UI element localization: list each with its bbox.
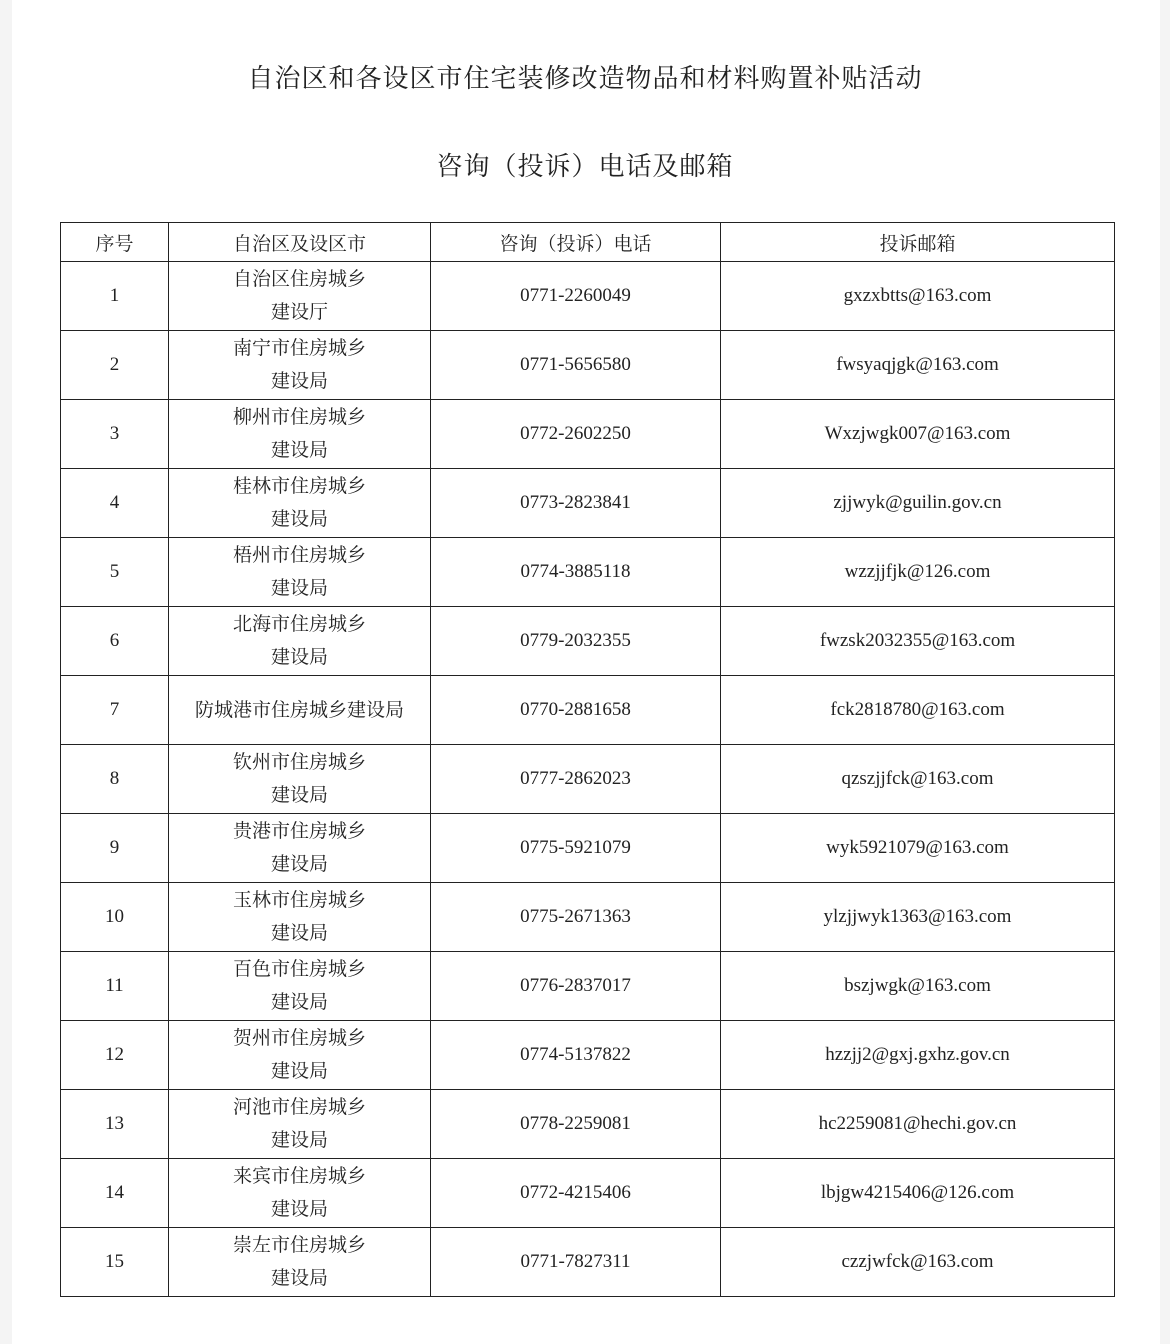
region-name-line: 南宁市住房城乡 [232, 337, 366, 359]
table-row [61, 1228, 1115, 1297]
cell-serial: 3 [61, 400, 169, 469]
cell-region [169, 400, 431, 469]
cell-email: lbjgw4215406@126.com [721, 1159, 1115, 1228]
cell-serial: 10 [61, 883, 169, 952]
region-name-line: 玉林市住房城乡 [232, 889, 366, 911]
contact-table [60, 222, 1115, 1297]
cell-phone: 0778-2259081 [431, 1090, 721, 1159]
cell-region [169, 469, 431, 538]
cell-phone: 0777-2862023 [431, 745, 721, 814]
region-name-line: 防城港市住房城乡建设局 [194, 698, 404, 721]
cell-email: fck2818780@163.com [721, 676, 1115, 745]
table-row [61, 745, 1115, 814]
cell-serial: 2 [61, 331, 169, 400]
cell-region [169, 676, 431, 745]
cell-region [169, 1159, 431, 1228]
cell-email: wzzjjfjk@126.com [721, 538, 1115, 607]
cell-serial: 13 [61, 1090, 169, 1159]
cell-serial: 4 [61, 469, 169, 538]
document-subtitle: 咨询（投诉）电话及邮箱 [436, 152, 734, 182]
region-name-line: 建设局 [270, 577, 328, 599]
region-name-line: 建设局 [270, 922, 328, 944]
cell-email: fwsyaqjgk@163.com [721, 331, 1115, 400]
region-name-line: 百色市住房城乡 [232, 958, 366, 980]
table-row [61, 469, 1115, 538]
region-name-line: 建设局 [270, 1267, 328, 1289]
region-name-line: 建设局 [270, 646, 328, 668]
cell-email: hc2259081@hechi.gov.cn [721, 1090, 1115, 1159]
cell-region [169, 1228, 431, 1297]
table-row [61, 883, 1115, 952]
region-name-line: 建设局 [270, 991, 328, 1013]
table-row [61, 400, 1115, 469]
region-name-line: 贵港市住房城乡 [232, 820, 366, 842]
cell-phone: 0775-2671363 [431, 883, 721, 952]
cell-region [169, 1090, 431, 1159]
cell-phone: 0770-2881658 [431, 676, 721, 745]
cell-region [169, 538, 431, 607]
cell-region [169, 1021, 431, 1090]
region-name-line: 建设局 [270, 1129, 328, 1151]
cell-phone: 0774-3885118 [431, 538, 721, 607]
cell-region [169, 607, 431, 676]
cell-email: zjjwyk@guilin.gov.cn [721, 469, 1115, 538]
table-row [61, 262, 1115, 331]
cell-phone: 0771-7827311 [431, 1228, 721, 1297]
table-row [61, 607, 1115, 676]
cell-phone: 0771-5656580 [431, 331, 721, 400]
cell-serial: 5 [61, 538, 169, 607]
region-name-line: 贺州市住房城乡 [232, 1027, 366, 1049]
region-name-line: 建设局 [270, 853, 328, 875]
cell-serial: 1 [61, 262, 169, 331]
region-name-line: 建设局 [270, 784, 328, 806]
cell-phone: 0775-5921079 [431, 814, 721, 883]
cell-email: qzszjjfck@163.com [721, 745, 1115, 814]
document-title: 自治区和各设区市住宅装修改造物品和材料购置补贴活动 [247, 64, 923, 94]
region-name-line: 建设局 [270, 1060, 328, 1082]
table-row [61, 676, 1115, 745]
cell-email: wyk5921079@163.com [721, 814, 1115, 883]
cell-phone: 0774-5137822 [431, 1021, 721, 1090]
cell-region [169, 262, 431, 331]
cell-email: hzzjj2@gxj.gxhz.gov.cn [721, 1021, 1115, 1090]
header-phone: 咨询（投诉）电话 [431, 223, 721, 262]
cell-serial: 11 [61, 952, 169, 1021]
cell-email: fwzsk2032355@163.com [721, 607, 1115, 676]
region-name-line: 河池市住房城乡 [232, 1096, 366, 1118]
cell-phone: 0772-2602250 [431, 400, 721, 469]
cell-region [169, 814, 431, 883]
cell-phone: 0773-2823841 [431, 469, 721, 538]
cell-serial: 15 [61, 1228, 169, 1297]
cell-phone: 0772-4215406 [431, 1159, 721, 1228]
region-name-line: 柳州市住房城乡 [232, 406, 366, 428]
cell-email: czzjwfck@163.com [721, 1228, 1115, 1297]
cell-serial: 7 [61, 676, 169, 745]
cell-email: gxzxbtts@163.com [721, 262, 1115, 331]
region-name-line: 建设局 [270, 1198, 328, 1220]
cell-region [169, 331, 431, 400]
region-name-line: 建设局 [270, 370, 328, 392]
cell-phone: 0776-2837017 [431, 952, 721, 1021]
cell-serial: 8 [61, 745, 169, 814]
cell-serial: 6 [61, 607, 169, 676]
table-row [61, 1159, 1115, 1228]
cell-serial: 12 [61, 1021, 169, 1090]
region-name-line: 来宾市住房城乡 [232, 1165, 366, 1187]
table-header-row [61, 223, 1115, 262]
table-row [61, 1090, 1115, 1159]
cell-region [169, 745, 431, 814]
table-row [61, 331, 1115, 400]
region-name-line: 梧州市住房城乡 [232, 544, 366, 566]
region-name-line: 北海市住房城乡 [232, 613, 366, 635]
region-name-line: 建设厅 [270, 301, 328, 323]
table-row [61, 952, 1115, 1021]
cell-region [169, 952, 431, 1021]
cell-phone: 0779-2032355 [431, 607, 721, 676]
cell-serial: 9 [61, 814, 169, 883]
region-name-line: 崇左市住房城乡 [232, 1234, 366, 1256]
region-name-line: 建设局 [270, 439, 328, 461]
cell-phone: 0771-2260049 [431, 262, 721, 331]
cell-email: Wxzjwgk007@163.com [721, 400, 1115, 469]
table-row [61, 814, 1115, 883]
cell-email: bszjwgk@163.com [721, 952, 1115, 1021]
header-email: 投诉邮箱 [721, 223, 1115, 262]
cell-serial: 14 [61, 1159, 169, 1228]
cell-email: ylzjjwyk1363@163.com [721, 883, 1115, 952]
region-name-line: 建设局 [270, 508, 328, 530]
header-region: 自治区及设区市 [169, 223, 431, 262]
cell-region [169, 883, 431, 952]
region-name-line: 钦州市住房城乡 [232, 751, 366, 773]
header-serial: 序号 [61, 223, 169, 262]
region-name-line: 桂林市住房城乡 [232, 475, 366, 497]
table-row [61, 538, 1115, 607]
region-name-line: 自治区住房城乡 [232, 268, 366, 290]
table-row [61, 1021, 1115, 1090]
